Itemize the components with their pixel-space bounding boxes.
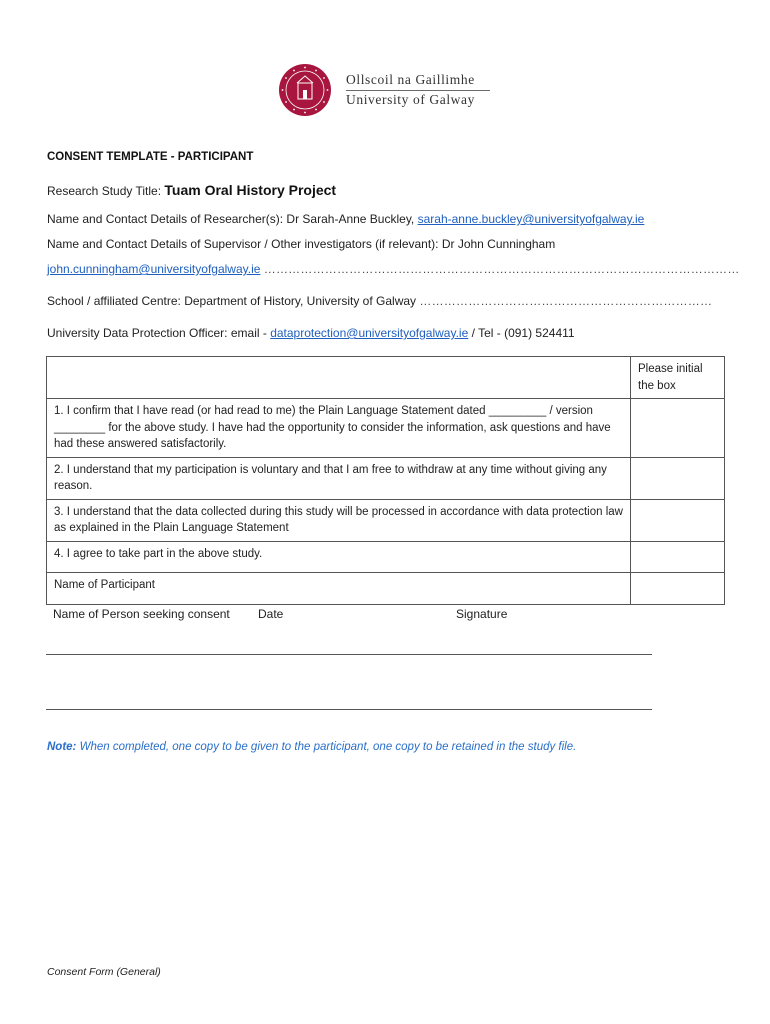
header-blank-cell	[47, 357, 631, 399]
participant-name-cell[interactable]: Name of Participant	[47, 572, 631, 604]
table-header-row	[47, 357, 725, 399]
statement-cell: 3. I understand that the data collected during this study will be processed in accordance with data protection law as explained in the Plain Language Statement	[47, 499, 631, 541]
table-row	[47, 499, 725, 541]
logo-divider	[346, 90, 490, 91]
study-title-label: Research Study Title:	[47, 184, 162, 198]
researcher-email-link[interactable]: sarah-anne.buckley@universityofgalway.ie	[417, 212, 645, 226]
page-footer: Consent Form (General)	[47, 966, 161, 978]
consent-table	[46, 356, 725, 605]
table-row	[47, 457, 725, 499]
university-name-english: University of Galway	[346, 92, 475, 107]
supervisor-email-link[interactable]: john.cunningham@universityofgalway.ie	[47, 262, 261, 276]
university-logo	[278, 63, 498, 117]
note-prefix: Note:	[47, 741, 77, 753]
date-label: Date	[258, 607, 284, 621]
supervisor-line: Name and Contact Details of Supervisor / Other investigators (if relevant): Dr John Cunningham	[47, 237, 556, 251]
signature-line-1[interactable]	[46, 654, 652, 655]
supervisor-dots: ………………………………………………………………………………………………………	[263, 262, 740, 276]
participant-extra-cell[interactable]	[631, 572, 725, 604]
study-title-line	[47, 182, 336, 198]
table-row	[47, 541, 725, 572]
school-line	[47, 294, 712, 308]
initial-box[interactable]	[631, 541, 725, 572]
study-title-value: Tuam Oral History Project	[164, 182, 337, 198]
table-row	[47, 399, 725, 458]
school-label: School / affiliated Centre: Department of History, University of Galway	[47, 294, 417, 308]
signature-label: Signature	[456, 607, 508, 621]
initial-box[interactable]	[631, 499, 725, 541]
person-seeking-consent-label: Name of Person seeking consent	[53, 607, 230, 621]
school-dots: ………………………………………………………………	[419, 294, 713, 308]
statement-cell: 4. I agree to take part in the above study.	[47, 541, 631, 572]
dpo-tel: / Tel - (091) 524411	[471, 326, 575, 340]
table-row	[47, 572, 725, 604]
dpo-email-link[interactable]: dataprotection@universityofgalway.ie	[270, 326, 469, 340]
university-seal-icon	[278, 63, 332, 117]
researcher-label: Name and Contact Details of Researcher(s): Dr Sarah-Anne Buckley,	[47, 212, 415, 226]
document-heading: CONSENT TEMPLATE - PARTICIPANT	[47, 151, 254, 163]
initial-header-cell: Please initial the box	[631, 357, 725, 399]
researcher-line	[47, 212, 644, 226]
initial-box[interactable]	[631, 457, 725, 499]
note-text	[47, 741, 576, 753]
dpo-label: University Data Protection Officer: email -	[47, 326, 267, 340]
dpo-line	[47, 326, 575, 340]
note-body: When completed, one copy to be given to the participant, one copy to be retained in the study file.	[79, 741, 577, 753]
supervisor-email-line	[47, 262, 740, 276]
university-name-irish: Ollscoil na Gaillimhe	[346, 72, 475, 87]
signature-line-2[interactable]	[46, 709, 652, 710]
statement-cell: 2. I understand that my participation is voluntary and that I am free to withdraw at any time without giving any reason.	[47, 457, 631, 499]
initial-box[interactable]	[631, 399, 725, 458]
statement-cell: 1. I confirm that I have read (or had read to me) the Plain Language Statement dated _________ / version ________ for the above study. I have had the opportunity to consider the information, ask questions and have had these answered satisfactorily.	[47, 399, 631, 458]
